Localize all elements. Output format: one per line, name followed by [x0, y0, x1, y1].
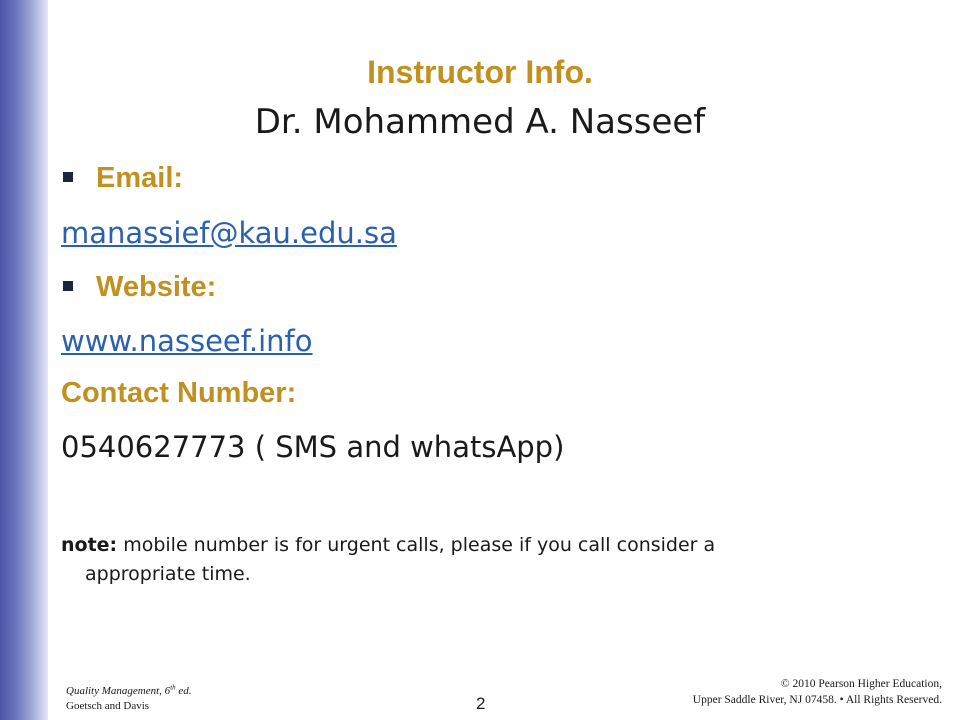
instructor-name: Dr. Mohammed A. Nasseef: [254, 102, 706, 142]
page-number: 2: [476, 694, 486, 713]
email-label: Email:: [96, 162, 184, 194]
website-link[interactable]: www.nasseef.info: [61, 324, 313, 358]
contact-label: Contact Number:: [61, 377, 297, 409]
book-title: Quality Management, 6th ed.: [66, 683, 192, 697]
footer-copyright: [693, 676, 942, 708]
footer-book-credit: [66, 680, 192, 714]
slide-title: Instructor Info.: [367, 54, 593, 90]
note-line-1: [61, 532, 715, 558]
note-text: mobile number is for urgent calls, please if you call consider a: [117, 534, 716, 556]
bullet-email-icon: [63, 172, 73, 182]
contact-number: 0540627773 ( SMS and whatsApp): [61, 430, 565, 464]
book-authors: Goetsch and Davis: [66, 699, 150, 712]
copyright-line-1: © 2010 Pearson Higher Education,: [780, 678, 942, 690]
email-link[interactable]: manassief@kau.edu.sa: [61, 216, 397, 250]
note-label: note:: [61, 534, 118, 556]
note-line-2: appropriate time.: [85, 563, 251, 585]
website-label: Website:: [96, 271, 217, 303]
bullet-website-icon: [63, 281, 73, 291]
copyright-line-2: Upper Saddle River, NJ 07458. • All Rights Reserved.: [692, 694, 942, 706]
